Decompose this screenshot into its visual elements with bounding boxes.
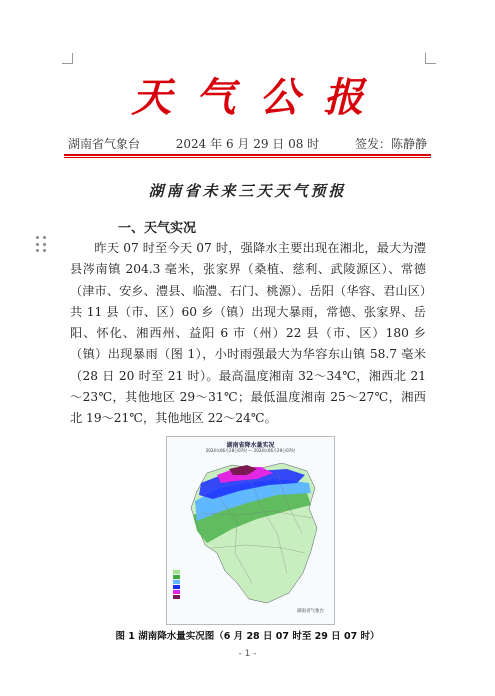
- document-title: 湖南省未来三天天气预报: [148, 182, 347, 200]
- header-rule-thick: [64, 154, 431, 156]
- signer: 签发：陈静静: [354, 137, 427, 151]
- crop-mark-top-right: [425, 53, 436, 64]
- page-number: - 1 -: [238, 649, 257, 659]
- issuer-org: 湖南省气象台: [68, 137, 141, 151]
- figure-legend: [173, 569, 207, 599]
- legend-item: [173, 594, 207, 599]
- body-paragraph: 昨天 07 时至今天 07 时，强降水主要出现在湘北，最大为澧县涔南镇 204.3 毫米，张家界（桑植、慈利、武陵源区）、常德（津市、安乡、澧县、临澧、石门、桃源）、岳阳（华容、君山区）共 11 县（市、区）60 乡（镇）出现大暴雨，常德、张家界、岳阳、怀化、湘西州、益阳 6 市（州）22 县（市、区）180 乡（镇）出现暴雨（图 1），小时雨强最大为华容东山镇 58.7 毫米（28 日 20 时至 21 时）。最高温度湘南 32～34℃，湘西北 21～23℃，其他地区 29～31℃；最低温度湘南 25～27℃，湘西北 19～21℃，其他地区 22～24℃。: [70, 241, 426, 426]
- section-heading: 一、天气实况: [118, 221, 197, 236]
- figure-subtitle: 2024年06月28日07时 — 2024年06月29日07时: [205, 448, 296, 453]
- masthead-title: 天气公报: [131, 74, 388, 121]
- crop-mark-top-left: [62, 53, 73, 64]
- drag-handle-icon[interactable]: [36, 236, 48, 254]
- figure-title: 湖南省降水量实况: [226, 442, 275, 449]
- figure-caption: 图 1 湖南降水量实况图（6 月 28 日 07 时至 29 日 07 时）: [115, 631, 380, 642]
- precipitation-map-figure[interactable]: [166, 436, 335, 625]
- issue-date: 2024 年 6 月 29 日 08 时: [175, 137, 320, 151]
- figure-org: 湖南省气象台: [297, 609, 324, 614]
- header-rule-thin: [64, 157, 431, 158]
- header-meta: [68, 135, 427, 152]
